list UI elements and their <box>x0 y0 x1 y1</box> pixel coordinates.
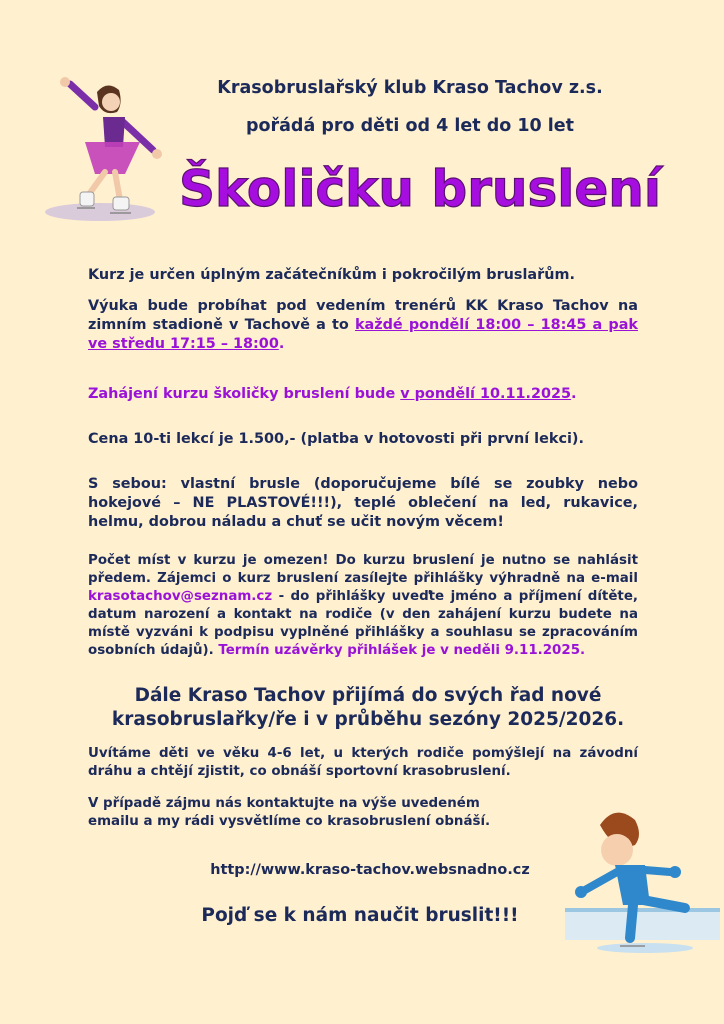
schedule-prefix: Výuka bude probíhat pod vedením trenérů KK Kraso Tachov na zimním stadioně v Tachově a to <box>88 298 638 333</box>
club-name: Krasobruslařský klub Kraso Tachov z.s. <box>217 78 603 98</box>
schedule-paragraph <box>88 297 638 354</box>
start-date: v pondělí 10.11.2025 <box>400 386 572 402</box>
price-paragraph: Cena 10-ti lekcí je 1.500,- (platba v hotovosti při první lekci). <box>88 431 584 447</box>
boy-skater-illustration <box>565 800 720 960</box>
intro-line: Kurz je určen úplným začátečníkům i pokročilým bruslařům. <box>88 267 575 283</box>
recruit-heading <box>88 684 648 732</box>
recruit-heading-line1: Dále Kraso Tachov přijímá do svých řad nové <box>134 685 602 706</box>
registration-deadline: Termín uzávěrky přihlášek je v neděli 9.11.2025. <box>218 643 586 658</box>
schedule-highlight: každé pondělí 18:00 – 18:45 a pak ve středu 17:15 – 18:00 <box>88 317 638 352</box>
registration-paragraph <box>88 552 638 660</box>
start-suffix: . <box>571 386 577 402</box>
website-link[interactable]: http://www.kraso-tachov.websnadno.cz <box>210 862 530 878</box>
audience-line: pořádá pro děti od 4 let do 10 let <box>245 116 575 136</box>
recruit-heading-line2: krasobruslařky/ře i v průběhu sezóny 2025/2026. <box>111 709 625 730</box>
schedule-suffix: . <box>278 336 285 352</box>
start-paragraph <box>88 385 638 404</box>
page-title: Školičku bruslení <box>178 160 662 218</box>
registration-text2: - do přihlášky uveďte jméno a příjmení dítěte, datum narození a kontakt na rodiče (v den zahájení kurzu budete na místě vyzváni k podpisu vyplněné přihlášky a souhlasu se zpracováním osobních údajů). <box>88 589 638 658</box>
start-prefix: Zahájení kurzu školičky bruslení bude <box>88 386 401 402</box>
call-to-action: Pojď se k nám naučit bruslit!!! <box>201 905 519 926</box>
recruit-text: Uvítáme děti ve věku 4-6 let, u kterých rodiče pomýšlejí na závodní dráhu a chtějí zjistit, co obnáší sportovní krasobruslení. <box>88 746 638 779</box>
bring-paragraph: S sebou: vlastní brusle (doporučujeme bílé se zoubky nebo hokejové – NE PLASTOVÉ!!!), teplé oblečení na led, rukavice, helmu, dobrou náladu a chuť se učit novým věcem! <box>88 476 638 530</box>
registration-text1: Počet míst v kurzu je omezen! Do kurzu bruslení je nutno se nahlásit předem. Zájemci o kurz bruslení zasílejte přihlášky výhradně na e-mail <box>88 553 638 586</box>
email-link[interactable]: krasotachov@seznam.cz <box>88 589 273 604</box>
contact-text: V případě zájmu nás kontaktujte na výše uvedeném emailu a my rádi vysvětlíme co krasobruslení obnáší. <box>88 796 491 829</box>
